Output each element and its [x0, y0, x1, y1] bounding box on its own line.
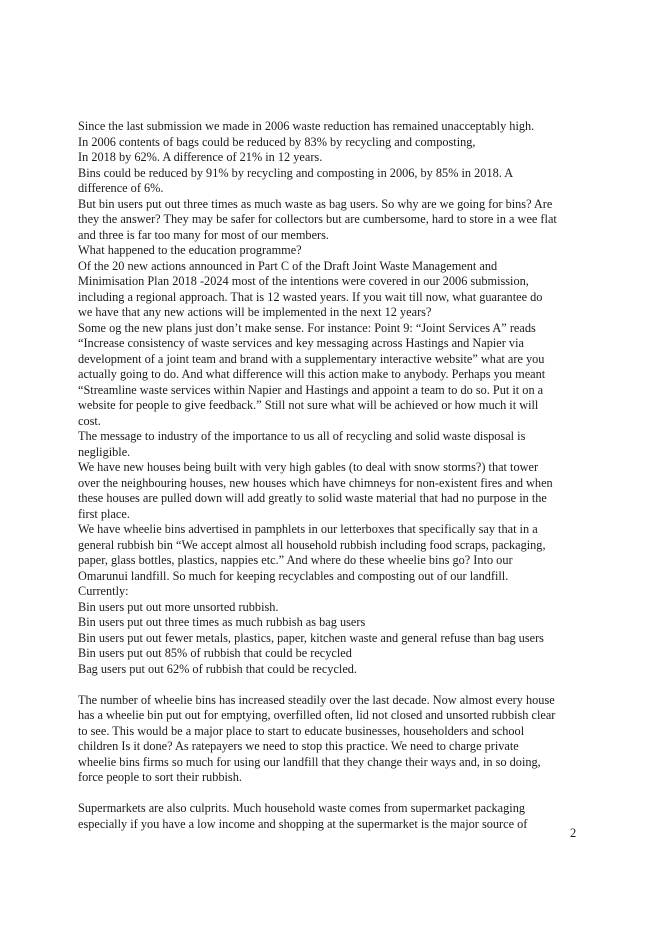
text-line: Bin users put out fewer metals, plastics, paper, kitchen waste and general refuse than bag users: [78, 630, 544, 645]
text-line: development of a joint team and brand with a supplementary interactive website” what are you: [78, 351, 545, 366]
paragraph-spacer: [78, 786, 583, 802]
text-line: “Streamline waste services within Napier and Hastings and appoint a team to do so. Put it on a: [78, 382, 544, 397]
text-line: Of the 20 new actions announced in Part C of the Draft Joint Waste Management and: [78, 258, 498, 273]
text-line: Omarunui landfill. So much for keeping recyclables and composting out of our landfill.: [78, 568, 509, 583]
text-line: Bins could be reduced by 91% by recycling and composting in 2006, by 85% in 2018. A: [78, 165, 514, 180]
text-line: and three is far too many for most of our members.: [78, 227, 329, 242]
text-line: But bin users put out three times as much waste as bag users. So why are we going for bins? Are: [78, 196, 553, 211]
text-line: force people to sort their rubbish.: [78, 770, 242, 784]
text-line: paper, glass bottles, plastics, nappies etc.” And where do these wheelie bins go? Into our: [78, 553, 513, 567]
text-line: Bin users put out more unsorted rubbish.: [78, 599, 279, 614]
text-line: difference of 6%.: [78, 181, 164, 195]
text-line: The message to industry of the importance to us all of recycling and solid waste disposal is: [78, 429, 526, 443]
text-line: wheelie bins firms so much for using our landfill that they change their ways and, in so doing,: [78, 754, 541, 769]
text-line: What happened to the education programme?: [78, 243, 302, 257]
text-line: they the answer? They may be safer for collectors but are cumbersome, hard to store in a wee flat: [78, 212, 557, 226]
text-line: Supermarkets are also culprits. Much household waste comes from supermarket packaging: [78, 801, 525, 815]
text-line: these houses are pulled down will add greatly to solid waste material that had no purpose in the: [78, 491, 547, 505]
text-line: Some og the new plans just don’t make sense. For instance: Point 9: “Joint Services A” reads: [78, 320, 536, 335]
text-line: children Is it done? As ratepayers we need to stop this practice. We need to charge private: [78, 739, 519, 753]
text-line: Bag users put out 62% of rubbish that could be recycled.: [78, 661, 358, 676]
text-line: Currently:: [78, 584, 129, 598]
page-number: 2: [570, 826, 577, 840]
text-line: general rubbish bin “We accept almost all household rubbish including food scraps, packaging,: [78, 537, 546, 552]
text-line: especially if you have a low income and shopping at the supermarket is the major source of: [78, 816, 528, 831]
text-line: The number of wheelie bins has increased steadily over the last decade. Now almost every house: [78, 692, 555, 707]
paragraph-spacer: [78, 677, 583, 693]
text-line: In 2018 by 62%. A difference of 21% in 12 years.: [78, 150, 323, 164]
text-line: Minimisation Plan 2018 -2024 most of the intentions were covered in our 2006 submission,: [78, 274, 529, 288]
text-line: Bin users put out 85% of rubbish that could be recycled: [78, 646, 352, 660]
text-line: We have new houses being built with very high gables (to deal with snow storms?) that tower: [78, 460, 539, 474]
text-line: including a regional approach. That is 12 wasted years. If you wait till now, what guarantee do: [78, 289, 543, 304]
text-line: to see. This would be a major place to start to educate businesses, householders and school: [78, 723, 525, 738]
text-line: negligible.: [78, 444, 131, 459]
text-line: has a wheelie bin put out for emptying, overfilled often, lid not closed and unsorted rubbish clear: [78, 708, 556, 722]
text-line: “Increase consistency of waste services and key messaging across Hastings and Napier via: [78, 336, 524, 350]
text-line: We have wheelie bins advertised in pamphlets in our letterboxes that specifically say that in a: [78, 522, 538, 536]
text-line: Bin users put out three times as much rubbish as bag users: [78, 615, 366, 629]
text-line: website for people to give feedback.” Still not sure what will be achieved or how much it will: [78, 398, 539, 412]
text-line: Since the last submission we made in 2006 waste reduction has remained unacceptably high.: [78, 119, 535, 133]
text-line: actually going to do. And what difference will this action make to anybody. Perhaps you meant: [78, 367, 546, 381]
text-line: over the neighbouring houses, new houses which have chimneys for non-existent fires and when: [78, 475, 553, 490]
text-line: we have that any new actions will be implemented in the next 12 years?: [78, 305, 432, 319]
text-line: cost.: [78, 413, 101, 428]
body-text: [78, 119, 583, 832]
text-line: In 2006 contents of bags could be reduced by 83% by recycling and composting,: [78, 134, 476, 149]
text-line: first place.: [78, 506, 130, 521]
